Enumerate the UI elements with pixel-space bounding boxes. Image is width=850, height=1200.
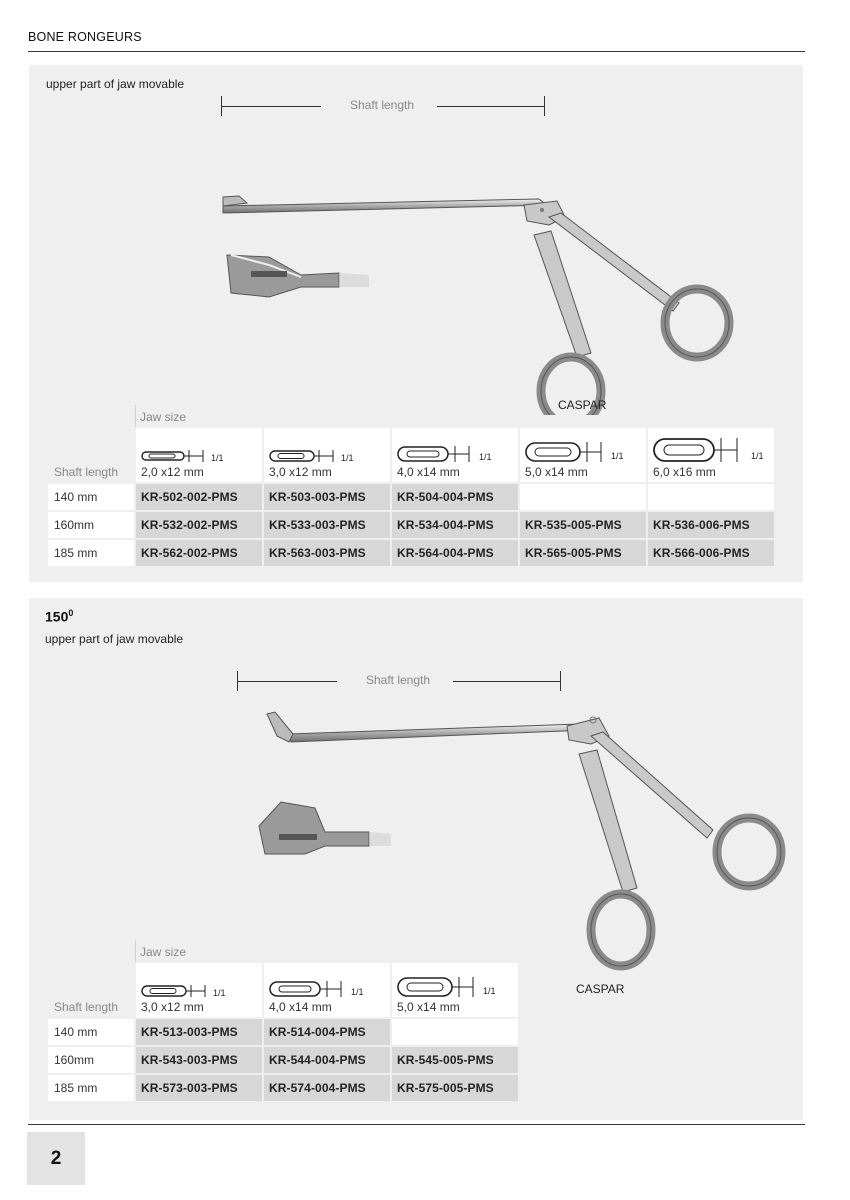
article-number: KR-535-005-PMS — [520, 512, 646, 538]
svg-text:1/1: 1/1 — [211, 453, 224, 463]
article-number: KR-504-004-PMS — [392, 484, 518, 510]
table-row — [48, 484, 774, 510]
shaft-length-dimension — [237, 671, 561, 691]
article-number: KR-514-004-PMS — [264, 1019, 390, 1045]
jaw-size-column: 1/1 5,0 x14 mm — [392, 963, 518, 1017]
jaw-size-column: 1/1 2,0 x12 mm — [136, 428, 262, 482]
rongeur-instrument-illustration — [219, 706, 799, 976]
jaw-size-column: 1/1 3,0 x12 mm — [136, 963, 262, 1017]
section-straight — [29, 65, 803, 582]
jaw-size-label: Jaw size — [140, 945, 187, 959]
article-number: KR-534-004-PMS — [392, 512, 518, 538]
page-header — [28, 28, 805, 52]
rongeur-instrument-illustration — [209, 125, 769, 415]
spec-table — [46, 961, 520, 1103]
article-number: KR-502-002-PMS — [136, 484, 262, 510]
article-number: KR-564-004-PMS — [392, 540, 518, 566]
jaw-size-column: 1/1 3,0 x12 mm — [264, 428, 390, 482]
footer-divider — [28, 1124, 805, 1125]
jaw-size-column: 1/1 4,0 x14 mm — [264, 963, 390, 1017]
table-row — [48, 1019, 518, 1045]
article-number: KR-575-005-PMS — [392, 1075, 518, 1101]
svg-text:1/1: 1/1 — [751, 451, 764, 461]
article-number-empty — [520, 484, 646, 510]
article-number: KR-532-002-PMS — [136, 512, 262, 538]
jaw-size-label: Jaw size — [140, 410, 187, 424]
jaw-size-icon — [269, 449, 359, 463]
shaft-length-value: 185 mm — [48, 540, 134, 566]
section-150-degree — [29, 598, 803, 1120]
table-row — [48, 1047, 518, 1073]
shaft-length-value: 185 mm — [48, 1075, 134, 1101]
jaw-size-icon — [525, 441, 625, 463]
jaw-size-icon — [397, 445, 497, 463]
jaw-size-icon — [141, 449, 231, 463]
instrument-name: CASPAR — [558, 398, 607, 412]
svg-text:1/1: 1/1 — [341, 453, 354, 463]
svg-text:1/1: 1/1 — [213, 988, 226, 998]
jaw-size-icon — [269, 980, 369, 998]
instrument-name: CASPAR — [576, 982, 625, 996]
article-number: KR-574-004-PMS — [264, 1075, 390, 1101]
article-number: KR-565-005-PMS — [520, 540, 646, 566]
shaft-length-header: Shaft length — [54, 1000, 119, 1014]
section-subtitle: upper part of jaw movable — [45, 632, 184, 646]
shaft-length-value: 160mm — [48, 1047, 134, 1073]
article-number: KR-545-005-PMS — [392, 1047, 518, 1073]
shaft-length-label: Shaft length — [349, 98, 415, 112]
article-number: KR-533-003-PMS — [264, 512, 390, 538]
angle-title: $150^0$ — [45, 608, 74, 625]
svg-text:1/1: 1/1 — [479, 452, 492, 462]
shaft-length-header: Shaft length — [54, 465, 119, 479]
page-number: 2 — [27, 1132, 85, 1185]
article-number: KR-503-003-PMS — [264, 484, 390, 510]
table-row — [48, 512, 774, 538]
page-title: BONE RONGEURS — [28, 30, 142, 44]
article-number: KR-573-003-PMS — [136, 1075, 262, 1101]
article-number: KR-562-002-PMS — [136, 540, 262, 566]
table-header-row — [48, 963, 518, 1017]
jaw-size-icon — [397, 976, 497, 998]
section-subtitle: upper part of jaw movable — [46, 77, 185, 91]
article-number-empty — [392, 1019, 518, 1045]
jaw-size-icon — [653, 437, 769, 463]
table-row — [48, 540, 774, 566]
article-number: KR-566-006-PMS — [648, 540, 774, 566]
svg-text:1/1: 1/1 — [611, 451, 624, 461]
article-number: KR-536-006-PMS — [648, 512, 774, 538]
shaft-length-label: Shaft length — [365, 673, 431, 687]
table-header-row — [48, 428, 774, 482]
shaft-length-value: 140 mm — [48, 484, 134, 510]
article-number: KR-544-004-PMS — [264, 1047, 390, 1073]
svg-text:1/1: 1/1 — [483, 986, 496, 996]
article-number: KR-513-003-PMS — [136, 1019, 262, 1045]
article-number-empty — [648, 484, 774, 510]
jaw-size-icon — [141, 984, 231, 998]
table-row — [48, 1075, 518, 1101]
jaw-size-column: 1/1 6,0 x16 mm — [648, 428, 774, 482]
shaft-length-value: 140 mm — [48, 1019, 134, 1045]
shaft-length-dimension — [221, 96, 545, 116]
article-number: KR-543-003-PMS — [136, 1047, 262, 1073]
svg-text:1/1: 1/1 — [351, 987, 364, 997]
shaft-length-value: 160mm — [48, 512, 134, 538]
spec-table — [46, 426, 776, 568]
jaw-size-column: 1/1 4,0 x14 mm — [392, 428, 518, 482]
article-number: KR-563-003-PMS — [264, 540, 390, 566]
jaw-size-column: 1/1 5,0 x14 mm — [520, 428, 646, 482]
